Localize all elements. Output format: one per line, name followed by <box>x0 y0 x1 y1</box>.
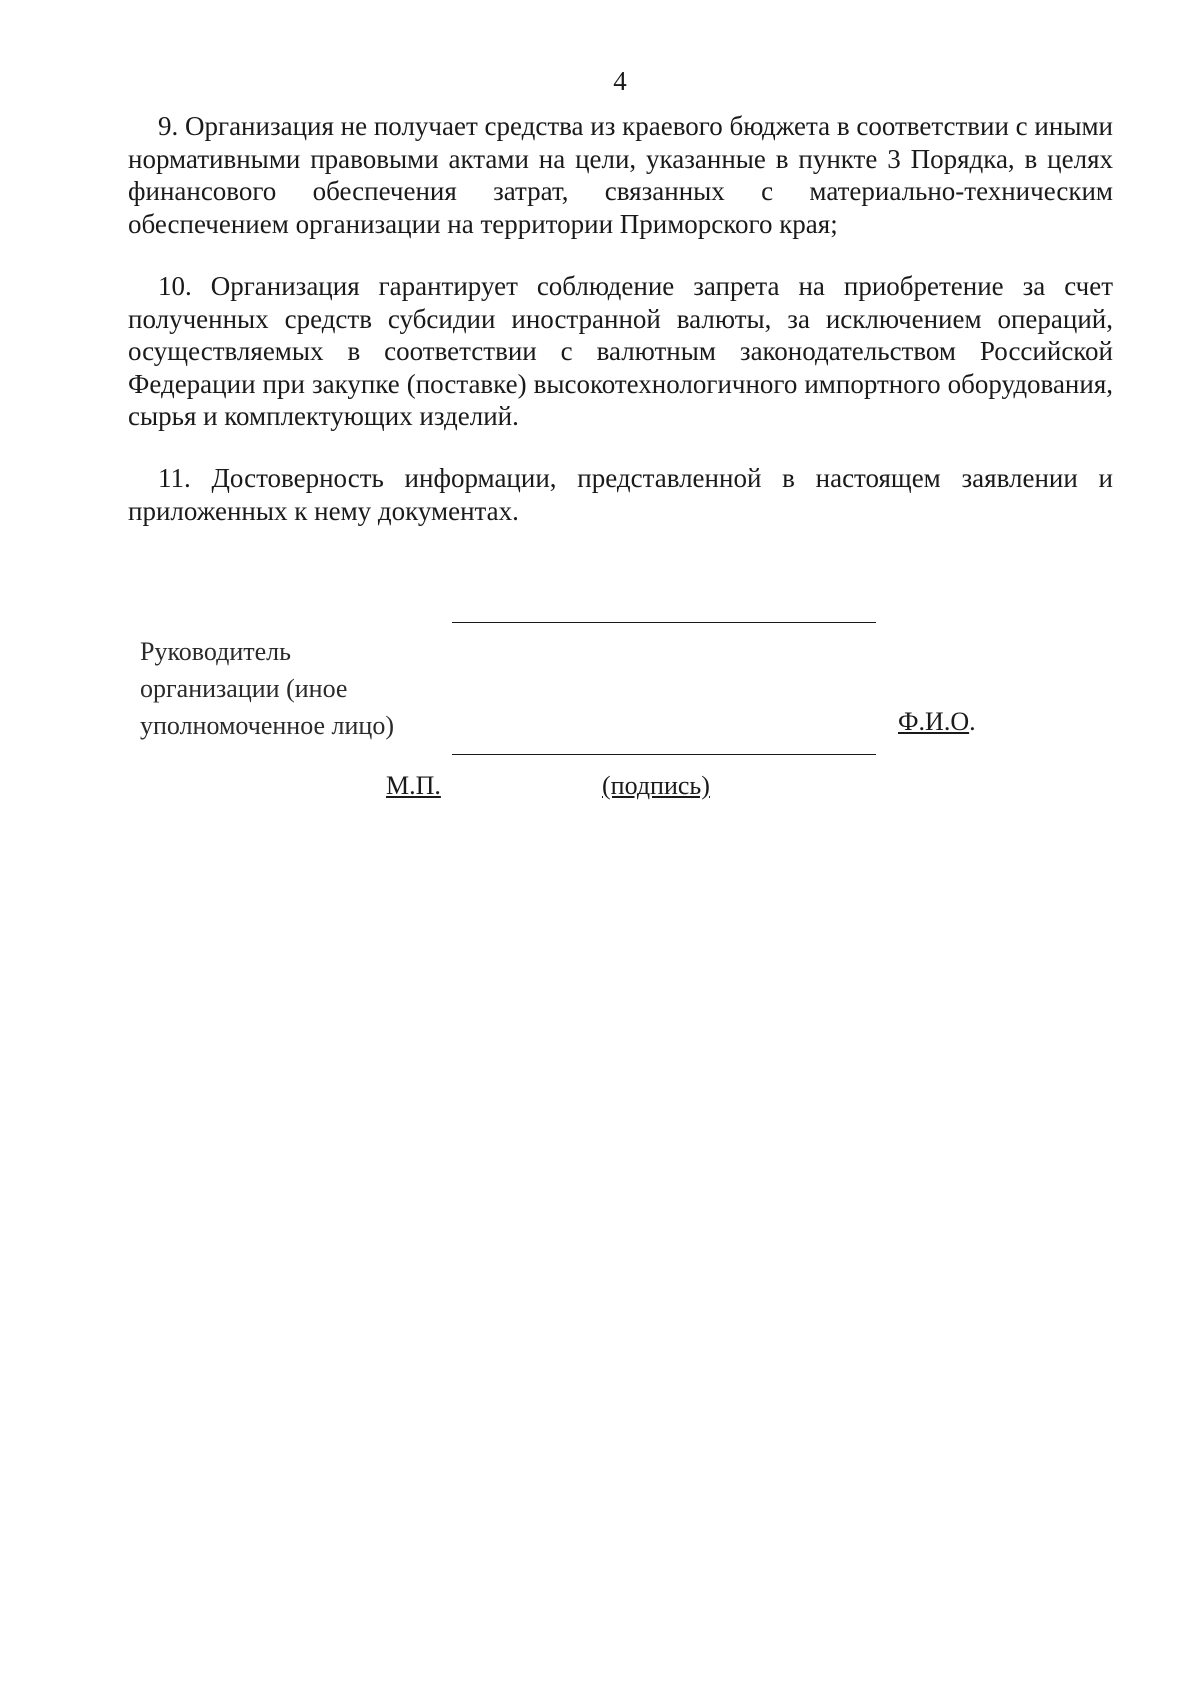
signature-line-top <box>452 622 876 623</box>
paragraph-10: 10. Организация гарантирует соблюдение запрета на приобретение за счет полученных средств субсидии иностранной валюты, за исключением операций, осуществляемых в соответствии с валютным законодательством Российской Федерации при закупке (поставке) высокотехнологичного импортного оборудования, сырья и комплектующих изделий. <box>128 271 1113 431</box>
signer-title-line-3: уполномоченное лицо) <box>140 711 395 740</box>
signature-line-bottom <box>452 754 876 755</box>
fio-dot: . <box>969 707 976 736</box>
signer-title-line-1: Руководитель <box>140 637 291 666</box>
signer-title-line-2: организации (иное <box>140 674 348 703</box>
signer-title <box>140 633 394 744</box>
fio-text: Ф.И.О <box>898 707 970 736</box>
paragraph-9: 9. Организация не получает средства из краевого бюджета в соответствии с иными нормативными правовыми актами на цели, указанные в пункте 3 Порядка, в целях финансового обеспечения затрат, связанных с материально-техническим обеспечением организации на территории Приморского края; <box>128 111 1113 239</box>
paragraph-11: 11. Достоверность информации, представленной в настоящем заявлении и приложенных к нему документах. <box>128 463 1113 526</box>
page-number: 4 <box>613 66 627 96</box>
fio-label <box>898 707 976 737</box>
seal-place-label: М.П. <box>386 771 441 800</box>
signature-caption: (подпись) <box>602 771 710 800</box>
